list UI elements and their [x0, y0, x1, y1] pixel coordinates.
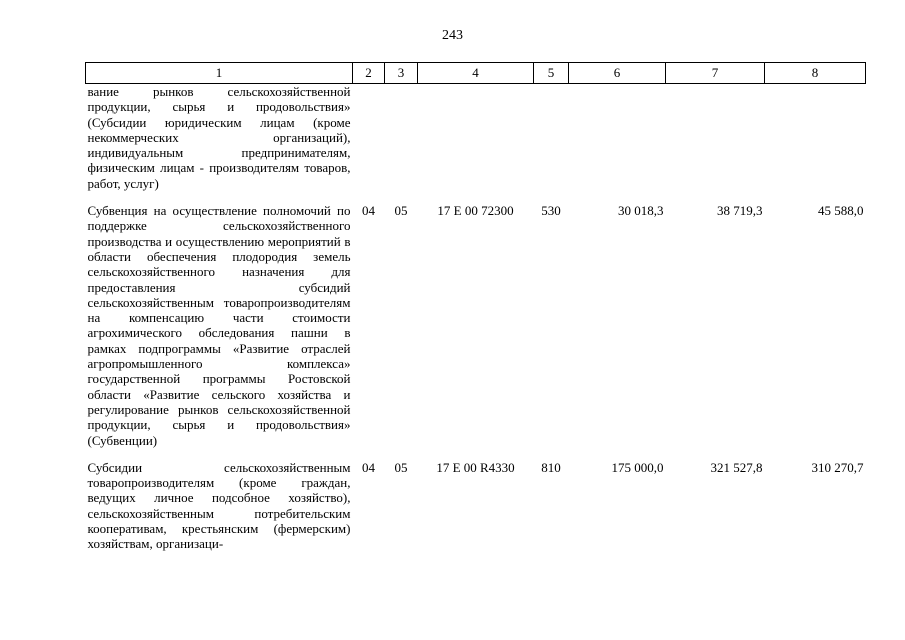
row-amount-col8	[765, 84, 866, 192]
header-row	[86, 63, 866, 84]
table-body	[86, 84, 866, 552]
row-expense-type	[534, 84, 569, 192]
row-target-article: 17 Е 00 72300	[437, 203, 514, 219]
budget-table	[85, 62, 866, 552]
header-cell-4: 4	[418, 63, 534, 84]
row-expense-type: 530	[541, 203, 561, 219]
row-amount-col6	[569, 84, 666, 192]
row-amount-col6: 30 018,3	[618, 203, 664, 219]
table-row	[86, 84, 866, 192]
row-description: Субвенция на осуществление полномочий по поддержке сельскохозяйственного производства и осуществлению мероприятий в области обеспечения плодородия земель сельскохозяйственного назначения для предоставления субсидий сельскохозяйственным товаропроизводителям на компенсацию части стоимости агрохимического обследования пашни в рамках подпрограммы «Развитие отраслей агропромышленного комплекса» государственной программы Ростовской области «Развитие сельского хозяйства и регулирование рынков сельскохозяйственной продукции, сырья и продовольствия» (Субвенции)	[87, 203, 351, 448]
row-target-article: 17 Е 00 R4330	[436, 459, 515, 475]
row-amount-col7: 38 719,3	[717, 203, 763, 219]
row-subsection: 05	[394, 203, 408, 219]
row-description: Субсидии сельскохозяйственным товаропроизводителям (кроме граждан, ведущих личное подсобное хозяйство), сельскохозяйственным потребительским кооперативам, крестьянским (фермерским) хозяйствам, организаци-	[87, 459, 351, 552]
header-cell-5: 5	[534, 63, 569, 84]
row-subsection	[385, 84, 418, 192]
row-description: вание рынков сельскохозяйственной продукции, сырья и продовольствия» (Субсидии юридическим лицам (кроме некоммерческих организаций), индивидуальным предпринимателям, физическим лицам - производителям товаров, работ, услуг)	[87, 84, 351, 191]
header-cell-2: 2	[353, 63, 385, 84]
header-cell-1: 1	[86, 63, 353, 84]
row-target-article	[418, 84, 534, 192]
row-amount-col8: 45 588,0	[818, 203, 864, 219]
row-section: 04	[362, 203, 375, 219]
row-section	[353, 84, 385, 192]
row-expense-type: 810	[541, 459, 561, 475]
header-cell-7: 7	[666, 63, 765, 84]
page-number: 243	[442, 28, 463, 43]
header-cell-3: 3	[385, 63, 418, 84]
row-amount-col6: 175 000,0	[611, 459, 664, 475]
row-section: 04	[362, 459, 375, 475]
header-cell-8: 8	[765, 63, 866, 84]
row-amount-col7: 321 527,8	[710, 459, 763, 475]
header-cell-6: 6	[569, 63, 666, 84]
table-header	[86, 63, 866, 84]
table-row	[86, 448, 866, 552]
row-amount-col8: 310 270,7	[811, 459, 864, 475]
table-row	[86, 191, 866, 448]
row-subsection: 05	[394, 459, 408, 475]
row-amount-col7	[666, 84, 765, 192]
